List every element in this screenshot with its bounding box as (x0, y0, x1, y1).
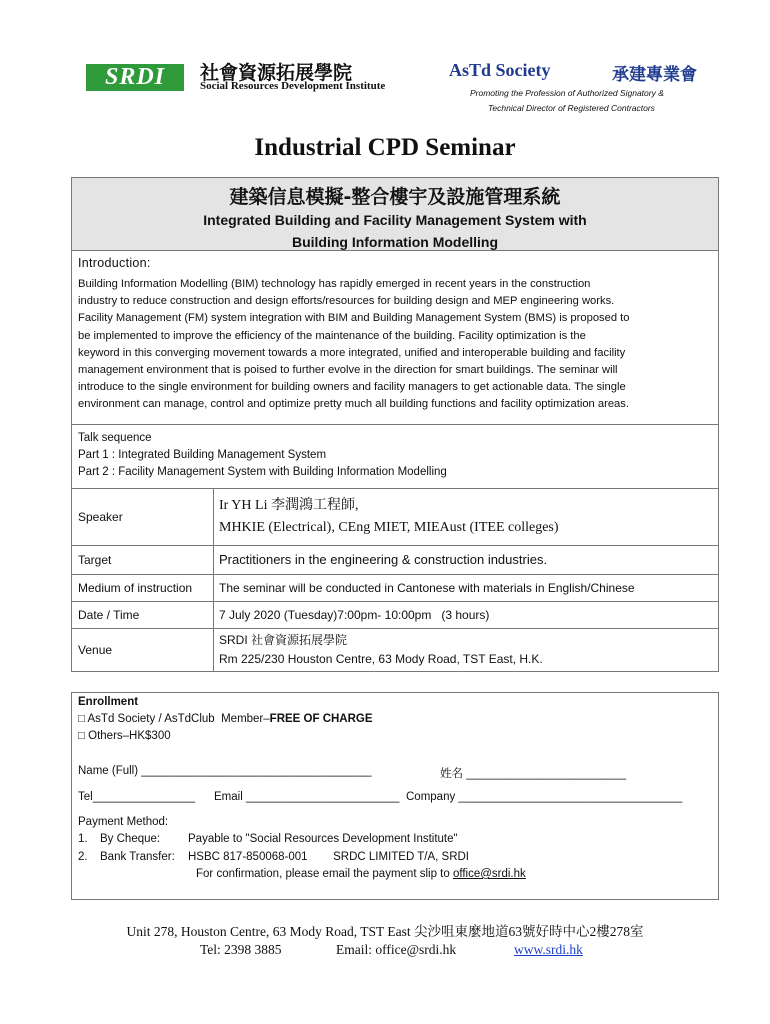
date-row (72, 601, 718, 628)
astd-name-zh: 承建專業會 (612, 65, 697, 85)
payment-cheque-value: Payable to "Social Resources Development Institute" (188, 833, 458, 845)
speaker-label: Speaker (72, 489, 214, 545)
venue-name: SRDI 社會資源拓展學院 (219, 632, 348, 647)
intro-line: introduce to the single environment for building owners and facility managers to get actionable data. The single (78, 381, 626, 394)
option-member[interactable]: □ AsTd Society / AsTdClub Member–FREE OF CHARGE (78, 713, 373, 725)
intro-line: industry to reduce construction and design efforts/resources for building design and MEP engineering works. (78, 295, 615, 308)
speaker-name: Ir YH Li 李潤鴻工程師, (219, 497, 359, 513)
intro-line: keyword in this converging movement towards a more integrated, unified and interoperable building and facility (78, 346, 626, 359)
speaker-value (214, 489, 718, 545)
speaker-row (72, 488, 718, 545)
talk-part: Part 1 : Integrated Building Management System (78, 448, 327, 461)
intro-line: Building Information Modelling (BIM) technology has rapidly emerged in recent years in the construction (78, 278, 591, 290)
footer-tel: Tel: 2398 3885 (200, 942, 282, 957)
target-row (72, 545, 718, 574)
name-zh-field[interactable]: 姓名 _________________________ (440, 768, 627, 780)
seminar-title-en: Building Information Modelling (291, 234, 499, 250)
intro-line: management environment that is poised to further evolve in the direction for smart buildings. The seminar will (78, 364, 618, 377)
payment-num: 1. (78, 833, 88, 845)
name-field[interactable]: Name (Full) ____________________________________ (78, 765, 372, 777)
company-field[interactable]: Company ___________________________________ (406, 791, 683, 803)
seminar-title-zh: 建築信息模擬-整合樓宇及設施管理系統 (229, 186, 561, 208)
astd-tagline: Technical Director of Registered Contractors (488, 103, 655, 113)
footer-address: Unit 278, Houston Centre, 63 Mody Road, TST East 尖沙咀東麼地道63號好時中心2樓278室 (126, 924, 644, 939)
medium-row (72, 574, 718, 601)
srdi-logo: SRDI (86, 64, 184, 91)
seminar-table (71, 177, 719, 672)
footer-email: Email: office@srdi.hk (336, 942, 457, 957)
venue-row (72, 628, 718, 671)
page-title: Industrial CPD Seminar (254, 134, 516, 161)
email-field[interactable]: Email ________________________ (214, 791, 400, 803)
srdi-name-zh: 社會資源拓展學院 (200, 62, 353, 84)
intro-text (72, 270, 718, 424)
footer-website-link[interactable]: www.srdi.hk (514, 942, 583, 957)
venue-address: Rm 225/230 Houston Centre, 63 Mody Road, TST East, H.K. (219, 651, 543, 666)
seminar-title-en: Integrated Building and Facility Management System with (203, 212, 587, 228)
tel-field[interactable]: Tel________________ (78, 791, 196, 803)
option-others[interactable]: □ Others–HK$300 (78, 730, 171, 742)
seminar-title-band (72, 178, 718, 251)
target-value: Practitioners in the engineering & construction industries. (219, 552, 548, 568)
intro-line: Facility Management (FM) system integration with BIM and Building Management System (BMS) is proposed to (78, 312, 630, 325)
date-value: 7 July 2020 (Tuesday)7:00pm- 10:00pm (3 hours) (219, 607, 490, 622)
venue-value (214, 629, 718, 671)
medium-value: The seminar will be conducted in Cantonese with materials in English/Chinese (219, 580, 635, 595)
payment-num: 2. (78, 851, 88, 863)
confirm-text: For confirmation, please email the payment slip to office@srdi.hk (196, 868, 526, 880)
payment-cheque-label: By Cheque: (100, 833, 161, 845)
payment-label: Payment Method: (78, 816, 169, 828)
talk-sequence (72, 424, 718, 488)
speaker-credentials: MHKIE (Electrical), CEng MIET, MIEAust (ITEE colleges) (219, 519, 559, 535)
date-label: Date / Time (72, 602, 214, 628)
talk-part: Part 2 : Facility Management System with Building Information Modelling (78, 466, 447, 479)
intro-line: environment can manage, control and optimize pretty much all building functions and facility optimization areas. (78, 398, 629, 411)
confirm-email-link[interactable]: office@srdi.hk (452, 868, 526, 880)
intro-label: Introduction: (78, 256, 151, 270)
enrollment-heading: Enrollment (78, 696, 139, 708)
astd-logo: AsTd Society (449, 60, 551, 80)
venue-label: Venue (72, 629, 214, 671)
talk-label: Talk sequence (78, 431, 152, 444)
target-label: Target (72, 546, 214, 574)
payment-bank-value: HSBC 817-850068-001 SRDC LIMITED T/A, SRDI (188, 851, 470, 863)
medium-label: Medium of instruction (72, 575, 214, 601)
intro-line: be implemented to improve the efficiency of the maintenance of the building. Facility optimization is the (78, 329, 586, 342)
payment-bank-label: Bank Transfer: (100, 851, 175, 863)
astd-tagline: Promoting the Profession of Authorized Signatory & (470, 88, 664, 98)
enrollment-form (71, 692, 719, 900)
srdi-name-en: Social Resources Development Institute (200, 80, 386, 92)
